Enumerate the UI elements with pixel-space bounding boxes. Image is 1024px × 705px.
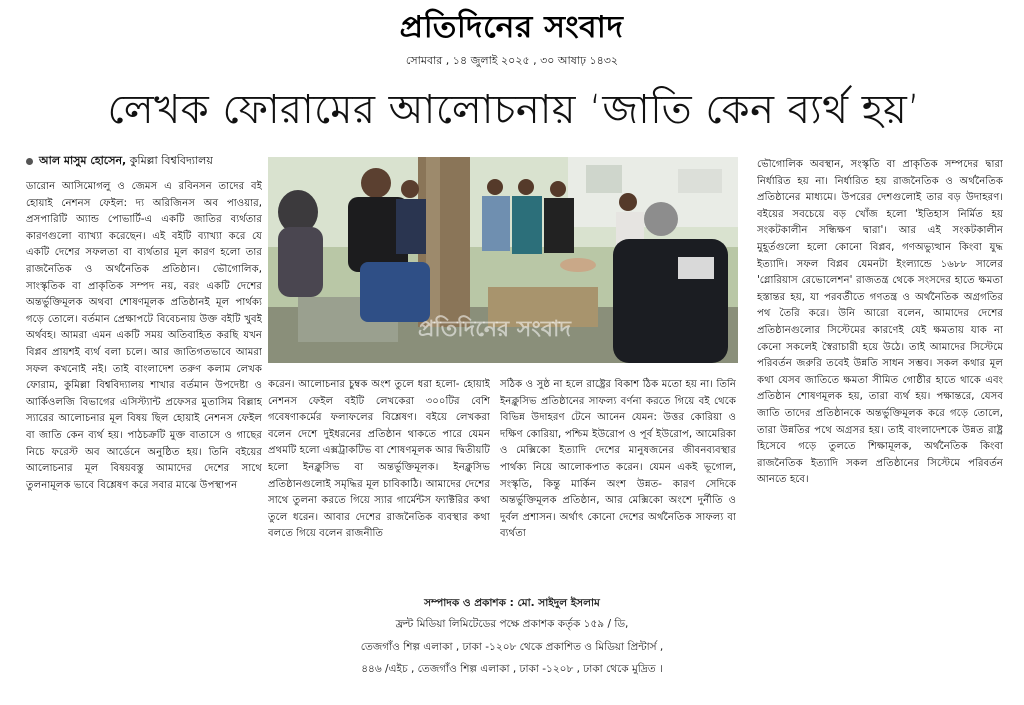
newspaper-logo: প্রতিদিনের সংবাদ [400,10,624,45]
author-affiliation: কুমিল্লা বিশ্ববিদ্যালয় [126,154,213,167]
author-name: আল মাসুম হোসেন, [39,154,127,167]
article-column-1 [26,179,262,574]
article-photo [268,157,738,363]
footer-address-line: তেজগাঁও শিল্প এলাকা , ঢাকা -১২০৮ থেকে প্রকাশিত ও মিডিয়া প্রিন্টার্স , [360,641,664,653]
article-column-4 [757,157,1003,574]
article-text: ডারোন আসিমোগলু ও জেমস এ রবিনসন তাদের বই হোয়াই নেশনস ফেইল: দ্য অরিজিনস অব পাওয়ার, প্রসপারিটি অ্যান্ড পোভার্টি-এ একটি জাতির ব্যর্থতার কারণগুলো ব্যাখ্যা করেছেন। এই বইটি ব্যাখ্যা করে যে একটি দেশের সফলতা বা ব্যর্থতার মূল কারণ হলো তার রাজনৈতিক ও অর্থনৈতিক প্রতিষ্ঠান। ভৌগোলিক, সাংস্কৃতিক বা প্রাকৃতিক সম্পদ নয়, বরং একটি দেশের অন্তর্ভুক্তিমূলক অথবা শোষণমূলক প্রতিষ্ঠানই মূল পার্থক্য গড়ে তোলে। বর্তমান প্রেক্ষাপটে বিবেচনায় উক্ত বইটি খুবই অর্থবহ। আমরা এমন একটি সময় অতিবাহিত করছি যখন বিপ্লব প্রায়শই ব্যর্থ বলা চলে। আর জাতিগতভাবে আমরা সফল কখনোই নই। তাই বাংলাদেশ তরুণ কলাম লেখক ফোরাম, কুমিল্লা বিশ্ববিদ্যালয় শাখার বর্তমান উপদেষ্টা ও আর্কিওলজি বিভাগের এসিস্ট্যান্ট প্রফেসর মুতাসিম বিল্লাহ স্যারের আলোচনার মূল বিষয় ছিল হোয়াই নেশনস ফেইল বা জাতি কেন ব্যর্থ হয়। পাঠচক্রটি মুক্ত বাতাসে ও গাছের নিচে ফরেস্ট অব আর্ডেনে অনুষ্ঠিত হয়। তিনি বইয়ের আলোচনার মূল বিষয়বস্তু আমাদের দেশের সাথে তুলনামূলক ভাবে বিশ্লেষণ করে সবার মাঝে উপস্থাপন [26,181,262,491]
photo-watermark: প্রতিদিনের সংবাদ [418,316,571,342]
article-headline: লেখক ফোরামের আলোচনায় ‘জাতি কেন ব্যর্থ হয়’ [107,87,921,133]
masthead [0,10,1024,46]
article-column-2 [268,377,490,574]
byline-bullet-icon [26,158,33,165]
footer-publisher-line: ফ্রন্ট মিডিয়া লিমিটেডের পক্ষে প্রকাশক কর্তৃক ১৫৯ / ডি, [395,618,629,630]
byline [26,153,266,168]
article-column-3 [500,377,736,574]
dateline: সোমবার , ১৪ জুলাই ২০২৫ , ৩০ আষাঢ় ১৪৩২ [405,54,619,67]
article-text: সঠিক ও সুষ্ঠ না হলে রাষ্ট্রের বিকাশ ঠিক মতো হয় না। তিনি ইনক্লুসিভ প্রতিষ্ঠানের সাফল্য বর্ণনা করতে গিয়ে বই থেকে বিভিন্ন উদাহরণ টেনে আনেন যেমন: উত্তর কোরিয়া ও দক্ষিণ কোরিয়া, পশ্চিম ইউরোপ ও পূর্ব ইউরোপ, আমেরিকা ও মেক্সিকো ইত্যাদি দেশের মানুষজনের জীবনব্যবস্থার পার্থক্য নিয়ে আলোকপাত করেন। যেমন একই ভূগোল, সংস্কৃতি, কিন্তু মার্কিন অংশ উন্নত- কারণ সেদিকে অন্তর্ভুক্তিমূলক প্রতিষ্ঠান, আর মেক্সিকো অংশে দুর্নীতি ও দুর্বল প্রশাসন। অর্থাৎ কোনো দেশের অর্থনৈতিক সাফল্য বা ব্যর্থতা [500,379,736,540]
footer-printer-line: ৪৪৬ /এইচ , তেজগাঁও শিল্প এলাকা , ঢাকা -১২০৮ , ঢাকা থেকে মুদ্রিত । [361,663,663,675]
article-text: করেন। আলোচনার চুম্বক অংশ তুলে ধরা হলো- হোয়াই নেশনস ফেইল বইটি লেখকেরা ৩০০টির বেশি গবেষণাকর্মের ফলাফলের বিশ্লেষণ। বইয়ে লেখকরা বলেন দেশে দুইধরনের প্রতিষ্ঠান থাকতে পারে যেমন প্রথমটি হলো এক্সট্রাকটিভ বা শোষণমূলক আর দ্বিতীয়টি হলো ইনক্লুসিভ বা অন্তর্ভুক্তিমূলক। ইনক্লুসিভ প্রতিষ্ঠানগুলোই সমৃদ্ধির মূল চাবিকাঠি। আমাদের দেশের সাথে তুলনা করতে গিয়ে স্যার গার্মেন্টস ফ্যাক্টরির কথা তুলে ধরেন। আবার দেশের রাজনৈতিক ব্যবস্থার কথা বলতে গিয়ে বলেন রাজনীতি [268,379,490,540]
article-text: ভৌগোলিক অবস্থান, সংস্কৃতি বা প্রাকৃতিক সম্পদের দ্বারা নির্ধারিত হয় না। নির্ধারিত হয় রাজনৈতিক ও অর্থনৈতিক প্রতিষ্ঠানের মাধ্যমে। উপরের দেশগুলোই তার বড় উদাহরণ। বইয়ের সবচেয়ে বড় খোঁজ হলো 'ইতিহাস নির্মিত হয় সংকটকালীন সন্ধিক্ষণ দ্বারা'। আর এই সংকটকালীন মুহূর্তগুলো হলো কোনো বিপ্লব, গণঅভ্যুত্থান কিংবা যুদ্ধ ইত্যাদি। সফল বিপ্লব যেমনটা ইংল্যান্ডে ১৬৮৮ সালের 'গ্লোরিয়াস রেভোলেশন' রাজতন্ত্র থেকে সংসদের হাতে ক্ষমতা হস্তান্তর হয়, যা পরবর্তীতে গণতন্ত্র ও অর্থনৈতিক অগ্রগতির পথ তৈরি করে। উনি আরো বলেন, আমাদের দেশের প্রতিষ্ঠানগুলোর সিস্টেমের কারণেই যেই ক্ষমতায় যাক না কেনো সকলেই স্বৈরাচারী হয়ে উঠে। তাই আমাদের সিস্টেমে পরিবর্তন জরুরি তবেই উন্নতি সাধন সম্ভব। সকল কথার মূল কথা যেসব জাতিতে ক্ষমতা সীমিত গোষ্ঠীর হাতে থাকে এবং প্রতিষ্ঠান শোষণমূলক হয়, তারা ব্যর্থ হয়। পক্ষান্তরে, যেসব জাতি তাদের প্রতিষ্ঠানকে অন্তর্ভুক্তিমূলক করে গড়ে তোলে, তারা উন্নতির পথে অগ্রসর হয়। তাই বাংলাদেশকে উন্নত রাষ্ট্র হিসেবে গড়ে তুলতে শিক্ষামূলক, অর্থনৈতিক কিংবা রাজনৈতিক ইত্যাদি সকল প্রতিষ্ঠানের সিস্টেমে পরিবর্তন আনতে হবে। [757,159,1003,486]
footer-editor-line: সম্পাদক ও প্রকাশক : মো. সাইদুল ইসলাম [424,597,600,609]
